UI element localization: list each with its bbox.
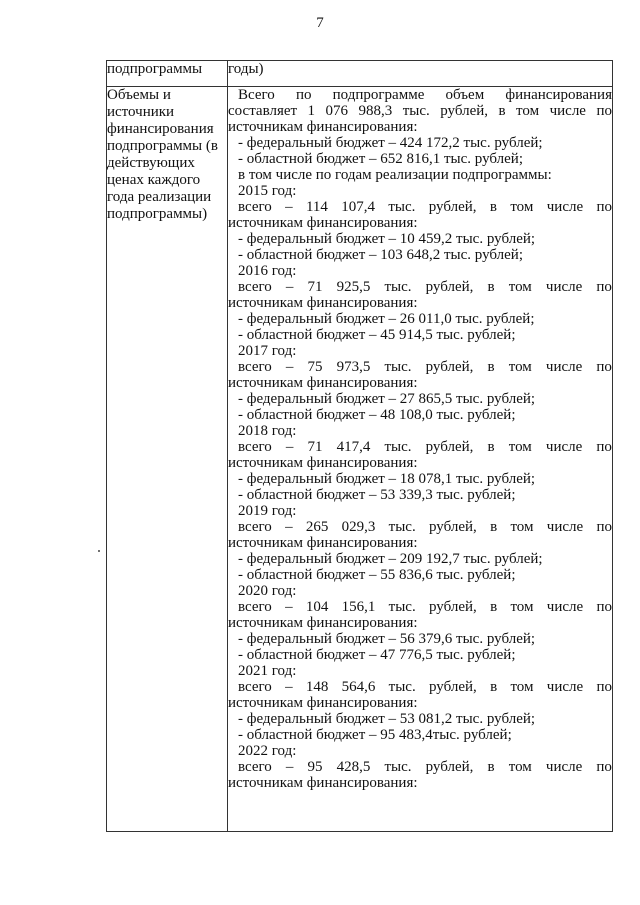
word: всего	[238, 519, 272, 535]
word: по	[596, 279, 612, 295]
text-line	[228, 679, 612, 695]
section-label-line: действующих	[107, 155, 195, 171]
section-label-line: финансирования	[107, 121, 214, 137]
word: Всего	[238, 87, 275, 103]
word: рублей,	[428, 519, 477, 535]
word: 71	[307, 279, 323, 295]
word: всего	[238, 599, 272, 615]
word: в	[489, 199, 497, 215]
text-line: - федеральный бюджет – 27 865,5 тыс. рублей;	[238, 391, 536, 407]
word: числе	[545, 359, 583, 375]
word: 029,3	[341, 519, 376, 535]
word: в	[487, 279, 495, 295]
word: числе	[546, 519, 584, 535]
word: рублей,	[425, 359, 474, 375]
word: тыс.	[388, 599, 416, 615]
word: 925,5	[336, 279, 371, 295]
word: по	[596, 679, 612, 695]
word: подпрограмме	[332, 87, 425, 103]
word: объем	[445, 87, 485, 103]
text-line: источникам финансирования:	[228, 615, 418, 631]
text-line: - областной бюджет – 103 648,2 тыс. рублей;	[238, 247, 523, 263]
word: 973,5	[336, 359, 371, 375]
text-line: 2016 год:	[238, 263, 297, 279]
section-label-line: ценах каждого	[107, 172, 201, 188]
word: по	[596, 759, 612, 775]
text-line: - федеральный бюджет – 56 379,6 тыс. рублей;	[238, 631, 536, 647]
text-line	[228, 279, 612, 295]
text-line: источникам финансирования:	[228, 119, 418, 135]
word: числе	[545, 759, 583, 775]
word: всего	[238, 359, 272, 375]
word: числе	[546, 599, 584, 615]
word: –	[285, 519, 293, 535]
word: в	[487, 359, 495, 375]
word: 428,5	[336, 759, 371, 775]
word: 156,1	[341, 599, 376, 615]
word: тыс.	[384, 279, 412, 295]
text-line	[228, 87, 612, 103]
word: в	[490, 599, 498, 615]
text-line: - областной бюджет – 55 836,6 тыс. рублей;	[238, 567, 516, 583]
word: всего	[238, 199, 272, 215]
word: рублей,	[428, 599, 477, 615]
word: 71	[307, 439, 323, 455]
text-line: - областной бюджет – 45 914,5 тыс. рублей;	[238, 327, 516, 343]
text-line	[228, 439, 612, 455]
word: в	[490, 519, 498, 535]
word: том	[510, 599, 534, 615]
header-cell-right: годы)	[228, 61, 613, 87]
margin-dot	[98, 550, 100, 552]
text-line: источникам финансирования:	[228, 375, 418, 391]
word: рублей,	[440, 103, 489, 119]
word: рублей,	[428, 679, 477, 695]
text-line	[228, 519, 612, 535]
word: тыс.	[384, 439, 412, 455]
word: –	[285, 439, 294, 455]
word: в	[487, 439, 495, 455]
text-line: 2015 год:	[238, 183, 297, 199]
word: рублей,	[425, 279, 474, 295]
text-line: - федеральный бюджет – 209 192,7 тыс. рублей;	[238, 551, 543, 567]
word: 564,6	[341, 679, 376, 695]
word: рублей,	[425, 759, 474, 775]
word: 95	[307, 759, 323, 775]
text-line: источникам финансирования:	[228, 775, 418, 791]
word: том	[510, 679, 534, 695]
text-line: в том числе по годам реализации подпрограммы:	[238, 167, 552, 183]
section-label-line: подпрограммы (в	[107, 138, 218, 154]
word: по	[295, 87, 312, 103]
section-label-line: года реализации	[107, 189, 212, 205]
financing-row	[107, 87, 613, 832]
word: 417,4	[336, 439, 371, 455]
word: 148	[305, 679, 329, 695]
word: всего	[238, 759, 272, 775]
word: по	[596, 199, 612, 215]
word: всего	[238, 439, 272, 455]
word: том	[508, 279, 532, 295]
text-line	[228, 599, 612, 615]
word: числе	[546, 679, 584, 695]
word: составляет	[228, 103, 298, 119]
word: в	[490, 679, 498, 695]
word: том	[516, 103, 540, 119]
word: в	[498, 103, 506, 119]
text-line: - федеральный бюджет – 26 011,0 тыс. рублей;	[238, 311, 535, 327]
word: числе	[546, 199, 584, 215]
text-line	[228, 199, 612, 215]
word: –	[285, 599, 293, 615]
text-line: 2018 год:	[238, 423, 297, 439]
financing-table	[106, 60, 613, 832]
word: 107,4	[341, 199, 376, 215]
word: –	[285, 679, 293, 695]
word: тыс.	[388, 519, 416, 535]
text-line: - областной бюджет – 47 776,5 тыс. рублей;	[238, 647, 516, 663]
word: –	[285, 359, 294, 375]
word: тыс.	[384, 759, 412, 775]
text-line	[228, 359, 612, 375]
word: 076	[325, 103, 349, 119]
word: числе	[545, 279, 583, 295]
word: 265	[305, 519, 329, 535]
word: по	[596, 103, 612, 119]
header-row	[107, 61, 613, 87]
text-line: 2019 год:	[238, 503, 297, 519]
word: –	[285, 759, 294, 775]
word: всего	[238, 679, 272, 695]
text-line: 2022 год:	[238, 743, 297, 759]
word: по	[596, 519, 612, 535]
text-line: - областной бюджет – 652 816,1 тыс. рублей;	[238, 151, 523, 167]
text-line: - федеральный бюджет – 424 172,2 тыс. рублей;	[238, 135, 543, 151]
text-line: источникам финансирования:	[228, 535, 418, 551]
word: том	[510, 199, 534, 215]
word: 1	[307, 103, 316, 119]
text-line: 2017 год:	[238, 343, 297, 359]
header-cell-left: подпрограммы	[107, 61, 228, 87]
word: тыс.	[388, 199, 416, 215]
financing-details	[228, 87, 612, 791]
text-line: - федеральный бюджет – 18 078,1 тыс. рублей;	[238, 471, 536, 487]
text-line: источникам финансирования:	[228, 695, 418, 711]
word: тыс.	[384, 359, 412, 375]
section-label	[107, 87, 227, 223]
text-line: - федеральный бюджет – 10 459,2 тыс. рублей;	[238, 231, 536, 247]
word: рублей,	[425, 439, 474, 455]
word: том	[508, 439, 532, 455]
text-line: 2020 год:	[238, 583, 297, 599]
word: финансирования	[505, 87, 612, 103]
word: том	[508, 359, 532, 375]
text-line: источникам финансирования:	[228, 215, 418, 231]
word: рублей,	[428, 199, 477, 215]
word: 988,3	[358, 103, 393, 119]
word: по	[596, 359, 612, 375]
section-label-line: подпрограммы)	[107, 206, 208, 222]
word: том	[510, 519, 534, 535]
word: 75	[307, 359, 323, 375]
section-label-line: Объемы и	[107, 87, 171, 103]
word: тыс.	[388, 679, 416, 695]
text-line: источникам финансирования:	[228, 455, 418, 471]
word: по	[596, 599, 612, 615]
text-line	[228, 759, 612, 775]
word: числе	[545, 439, 583, 455]
text-line: - областной бюджет – 95 483,4тыс. рублей;	[238, 727, 512, 743]
word: 104	[305, 599, 329, 615]
word: в	[487, 759, 495, 775]
text-line: 2021 год:	[238, 663, 297, 679]
text-line: источникам финансирования:	[228, 295, 418, 311]
word: всего	[238, 279, 272, 295]
word: 114	[305, 199, 328, 215]
word: по	[596, 439, 612, 455]
text-line: - областной бюджет – 53 339,3 тыс. рублей;	[238, 487, 516, 503]
word: числе	[549, 103, 586, 119]
section-label-cell	[107, 87, 228, 832]
page-number: 7	[316, 15, 324, 31]
word: –	[285, 199, 293, 215]
word: тыс.	[402, 103, 430, 119]
word: –	[285, 279, 294, 295]
financing-details-cell	[228, 87, 613, 832]
text-line	[228, 103, 612, 119]
word: том	[508, 759, 532, 775]
text-line: - федеральный бюджет – 53 081,2 тыс. рублей;	[238, 711, 536, 727]
section-label-line: источники	[107, 104, 175, 120]
text-line: - областной бюджет – 48 108,0 тыс. рублей;	[238, 407, 516, 423]
